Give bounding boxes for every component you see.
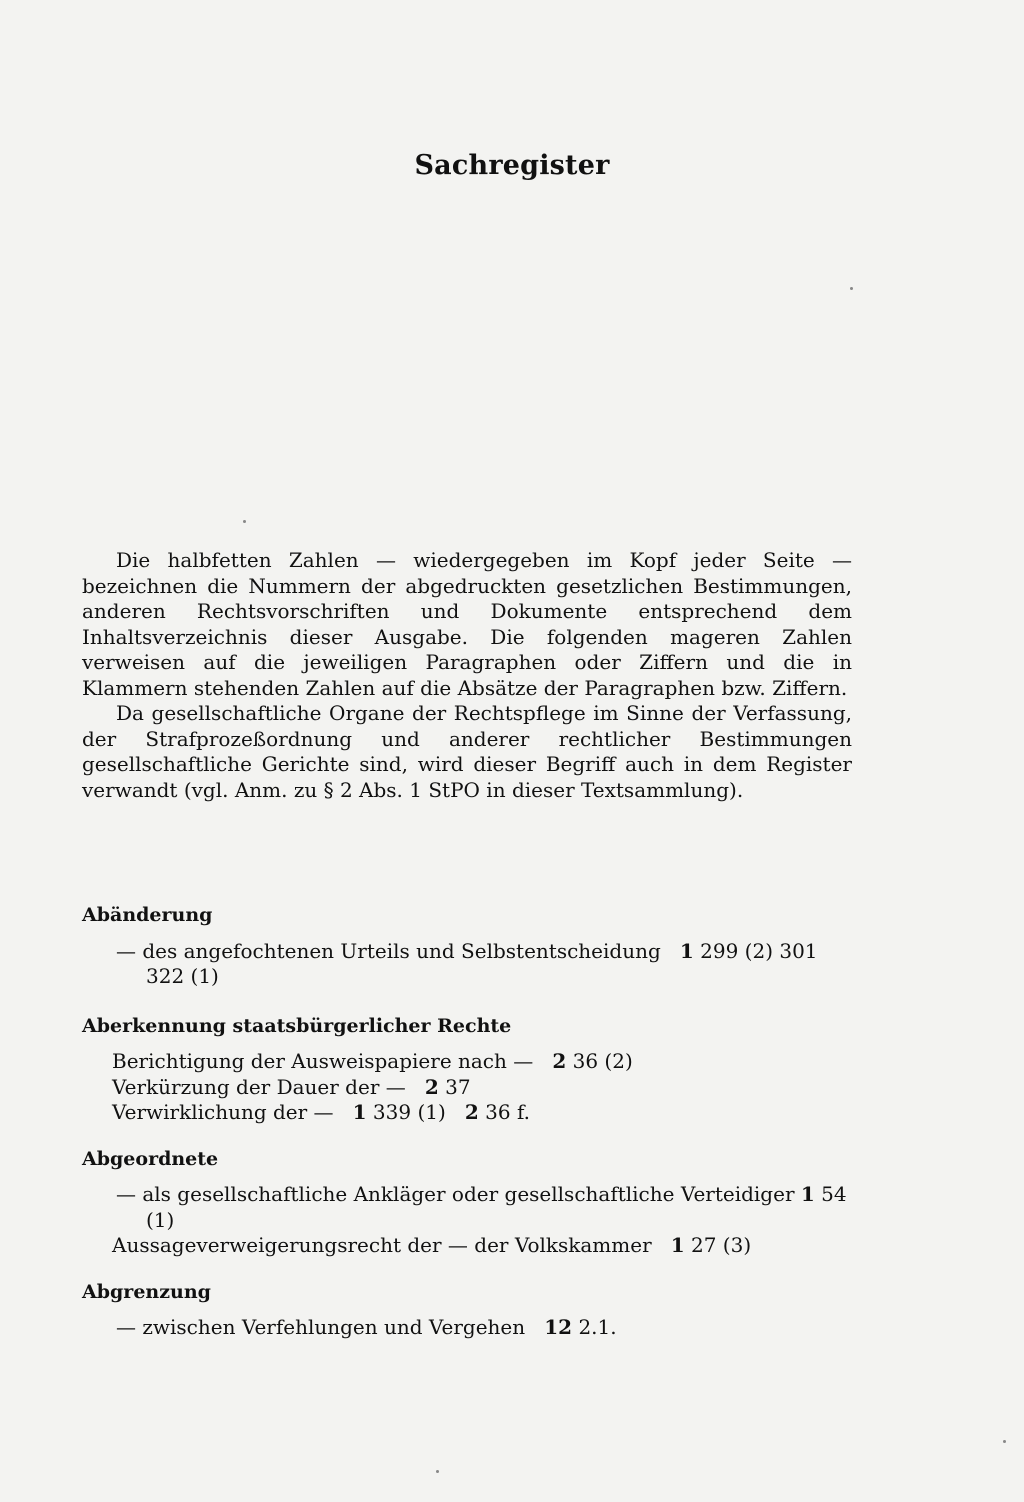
law-number: 1 — [670, 1233, 685, 1257]
paragraph-ref: 37 — [445, 1074, 471, 1099]
scan-speck — [436, 1470, 439, 1473]
index-heading: Abgeordnete — [82, 1147, 219, 1170]
index-subentry — [82, 1075, 852, 1101]
index-subentry — [82, 1182, 852, 1233]
subentry-text: Berichtigung der Ausweispapiere nach — — [112, 1049, 534, 1073]
law-number: 12 — [544, 1315, 573, 1339]
subentry-text: Aussageverweigerungsrecht der — der Volkskammer — [112, 1233, 652, 1257]
index-subentry — [82, 1049, 852, 1075]
index-entry — [82, 903, 852, 990]
paragraph-ref: 27 (3) — [691, 1233, 752, 1257]
law-number: 1 — [679, 938, 694, 963]
paragraph-ref: 2.1. — [578, 1315, 617, 1339]
subentry-text: — zwischen Verfehlungen und Vergehen — [116, 1315, 526, 1339]
paragraph-ref: 299 (2) 301 322 (1) — [146, 938, 818, 988]
intro-paragraph-2: Da gesellschaftliche Organe der Rechtspflege im Sinne der Verfassung, der Strafprozeßordnung und anderer rechtlicher Bestimmungen gesellschaftliche Gerichte sind, wird dieser Begriff auch in dem Register verwandt (vgl. Anm. zu § 2 Abs. 1 StPO in dieser Textsammlung). — [82, 701, 852, 802]
index-subentry — [82, 939, 852, 990]
paragraph-ref: 339 (1) — [372, 1100, 446, 1124]
index-subentry — [82, 1100, 852, 1126]
index-entry — [82, 1014, 852, 1126]
index-heading: Abänderung — [82, 904, 213, 926]
index-entry — [82, 1147, 852, 1259]
paragraph-ref: 36 (2) — [572, 1049, 633, 1073]
law-number: 1 — [800, 1182, 815, 1206]
scan-speck — [1003, 1440, 1006, 1443]
paragraph-ref: 54 (1) — [146, 1182, 847, 1232]
scan-speck — [243, 520, 246, 523]
law-number: 2 — [552, 1049, 567, 1073]
paragraph-ref: 36 f. — [485, 1100, 531, 1124]
page-title: Sachregister — [414, 150, 610, 181]
subentry-text: Verwirklichung der — — [112, 1100, 334, 1124]
index-heading: Abgrenzung — [82, 1280, 211, 1303]
intro-text — [82, 548, 852, 803]
intro-paragraph-1: Die halbfetten Zahlen — wiedergegeben im Kopf jeder Seite — bezeichnen die Nummern der abgedruckten gesetzlichen Bestimmungen, anderen Rechtsvorschriften und Dokumente entsprechend dem Inhaltsverzeichnis dieser Ausgabe. Die folgenden mageren Zahlen verweisen auf die jeweiligen Paragraphen oder Ziffern und die in Klammern stehenden Zahlen auf die Absätze der Paragraphen bzw. Ziffern. — [82, 548, 852, 700]
subentry-text: — des angefochtenen Urteils und Selbstentscheidung — [116, 938, 661, 963]
law-number: 2 — [464, 1100, 479, 1124]
law-number: 1 — [352, 1100, 367, 1124]
law-number: 2 — [424, 1074, 439, 1099]
index-heading: Aberkennung staatsbürgerlicher Rechte — [82, 1014, 512, 1037]
index-subentry — [82, 1315, 852, 1341]
subentry-text: — als gesellschaftliche Ankläger oder gesellschaftliche Verteidiger — [116, 1182, 795, 1206]
index-entry — [82, 1280, 852, 1341]
index-subentry — [82, 1233, 852, 1259]
index-list — [82, 903, 852, 1362]
subentry-text: Verkürzung der Dauer der — — [112, 1074, 406, 1099]
scan-speck — [850, 287, 853, 290]
